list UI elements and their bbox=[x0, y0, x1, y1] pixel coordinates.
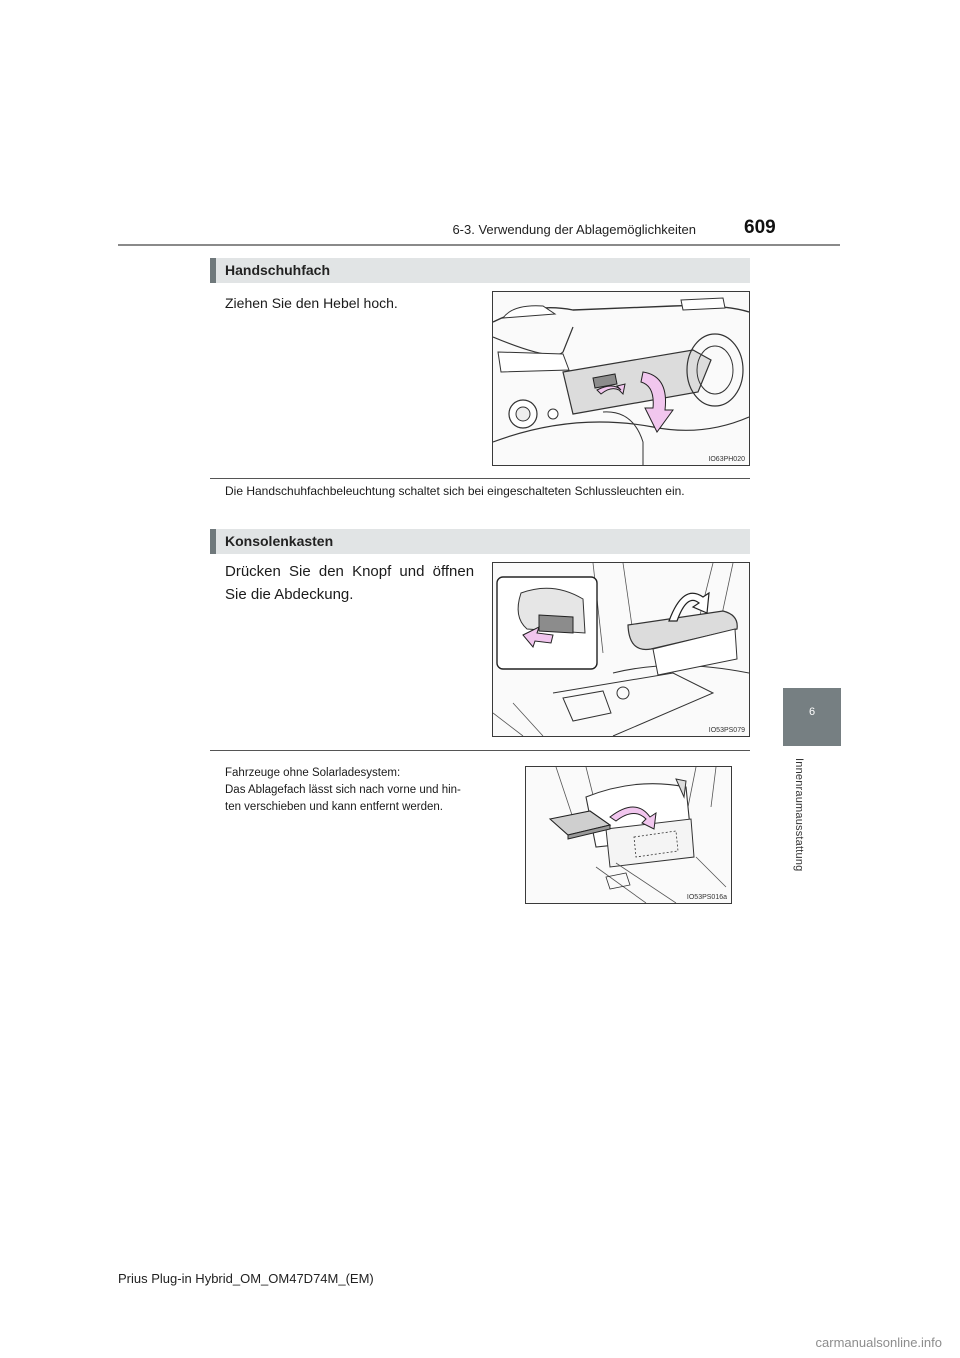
figure-code: IO53PS016a bbox=[686, 894, 727, 901]
heading-handschuhfach: Handschuhfach bbox=[210, 258, 750, 283]
figure-glovebox bbox=[492, 291, 750, 466]
section-divider bbox=[210, 750, 750, 751]
note-console-line2: Das Ablagefach lässt sich nach vorne und hin- bbox=[225, 784, 461, 796]
instruction-glovebox: Ziehen Sie den Hebel hoch. bbox=[225, 295, 398, 311]
console-box-illustration bbox=[493, 563, 749, 736]
note-console-line3: ten verschieben und kann entfernt werden. bbox=[225, 801, 444, 813]
chapter-tab[interactable] bbox=[783, 688, 841, 746]
note-glovebox-light: Die Handschuhfachbeleuchtung schaltet sich bei eingeschalteten Schlussleuchten ein. bbox=[225, 484, 685, 498]
chapter-number: 6 bbox=[808, 706, 816, 718]
figure-console-box bbox=[492, 562, 750, 737]
header-divider bbox=[118, 244, 840, 246]
note-console-line1: Fahrzeuge ohne Solarladesystem: bbox=[225, 767, 401, 779]
glovebox-illustration bbox=[493, 292, 749, 465]
figure-tray bbox=[525, 766, 732, 904]
footer-model: Prius Plug-in Hybrid_OM_OM47D74M_(EM) bbox=[118, 1271, 374, 1286]
watermark[interactable]: carmanualsonline.info bbox=[815, 1335, 942, 1350]
tray-illustration bbox=[526, 767, 731, 903]
page-number: 609 bbox=[744, 217, 776, 238]
figure-code: IO63PH020 bbox=[708, 456, 745, 463]
instruction-console-line1: Drücken Sie den Knopf und öffnen bbox=[225, 563, 475, 580]
heading-konsolenkasten: Konsolenkasten bbox=[210, 529, 750, 554]
section-divider bbox=[210, 478, 750, 479]
section-label: 6-3. Verwendung der Ablagemöglichkeiten bbox=[452, 222, 696, 237]
figure-code: IO53PS079 bbox=[708, 727, 745, 734]
chapter-title: Innenraumausstattung bbox=[793, 758, 805, 872]
instruction-console-line2: Sie die Abdeckung. bbox=[225, 586, 354, 603]
